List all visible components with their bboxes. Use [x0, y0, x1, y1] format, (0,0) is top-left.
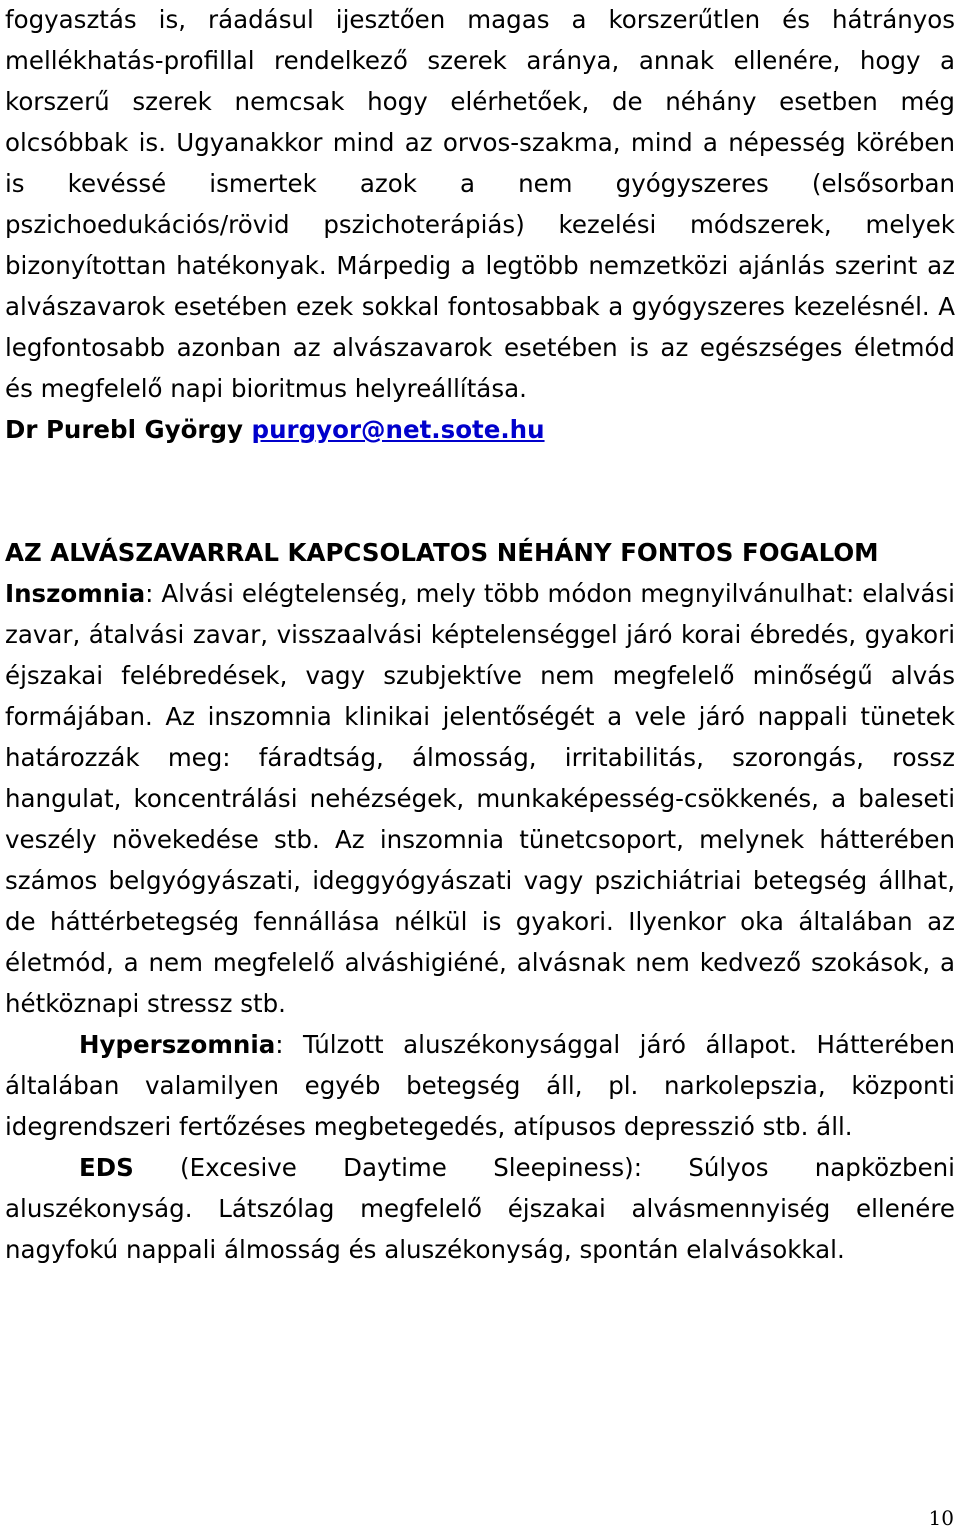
- section-heading: AZ ALVÁSZAVARRAL KAPCSOLATOS NÉHÁNY FONTOS FOGALOM: [5, 538, 879, 567]
- definition-inszomnia: [5, 573, 955, 1024]
- definition-text-eds: (Excesive Daytime Sleepiness): Súlyos napközbeni aluszékonyság. Látszólag megfelelő éjszakai alvásmennyiség ellenére nagyfokú nappali álmosság és aluszékonyság, spontán elalvásokkal.: [5, 1153, 955, 1264]
- definition-eds: [5, 1147, 955, 1270]
- term-hyperszomnia: Hyperszomnia: [79, 1030, 276, 1059]
- author-signature: [5, 409, 955, 450]
- author-email-link[interactable]: purgyor@net.sote.hu: [251, 415, 545, 444]
- document-page: [5, 0, 955, 1270]
- term-eds: EDS: [79, 1153, 134, 1182]
- author-name: Dr Purebl György: [5, 415, 244, 444]
- page-number: 10: [928, 1506, 954, 1530]
- definition-hyperszomnia: [5, 1024, 955, 1147]
- intro-paragraph: fogyasztás is, ráadásul ijesztően magas a korszerűtlen és hátrányos mellékhatás-profillal rendelkező szerek aránya, annak ellenére, hogy a korszerű szerek nemcsak hogy elérhetőek, de néhány esetben még olcsóbbak is. Ugyanakkor mind az orvos-szakma, mind a népesség körében is kevéssé ismertek azok a nem gyógyszeres (elsősorban pszichoedukációs/rövid pszichoterápiás) kezelési módszerek, melyek bizonyítottan hatékonyak. Márpedig a legtöbb nemzetközi ajánlás szerint az alvászavarok esetében ezek sokkal fontosabbak a gyógyszeres kezelésnél. A legfontosabb azonban az alvászavarok esetében is az egészséges életmód és megfelelő napi bioritmus helyreállítása.: [5, 5, 955, 403]
- definition-text-inszomnia: : Alvási elégtelenség, mely több módon megnyilvánulhat: elalvási zavar, átalvási zavar, visszaalvási képtelenséggel járó korai ébredés, gyakori éjszakai felébredések, vagy szubjektíve nem megfelelő minőségű alvás formájában. Az inszomnia klinikai jelentőségét a vele járó nappali tünetek határozzák meg: fáradtság, álmosság, irritabilitás, szorongás, rossz hangulat, koncentrálási nehézségek, munkaképesség-csökkenés, a baleseti veszély növekedése stb. Az inszomnia tünetcsoport, melynek hátterében számos belgyógyászati, ideggyógyászati vagy pszichiátriai betegség állhat, de háttérbetegség fennállása nélkül is gyakori. Ilyenkor oka általában az életmód, a nem megfelelő alváshigiéné, alvásnak nem kedvező szokások, a hétköznapi stressz stb.: [5, 579, 955, 1018]
- term-inszomnia: Inszomnia: [5, 579, 146, 608]
- definition-text-hyperszomnia: : Túlzott aluszékonysággal járó állapot. Hátterében általában valamilyen egyéb betegség áll, pl. narkolepszia, központi idegrendszeri fertőzéses megbetegedés, atípusos depresszió stb. áll.: [5, 1030, 955, 1141]
